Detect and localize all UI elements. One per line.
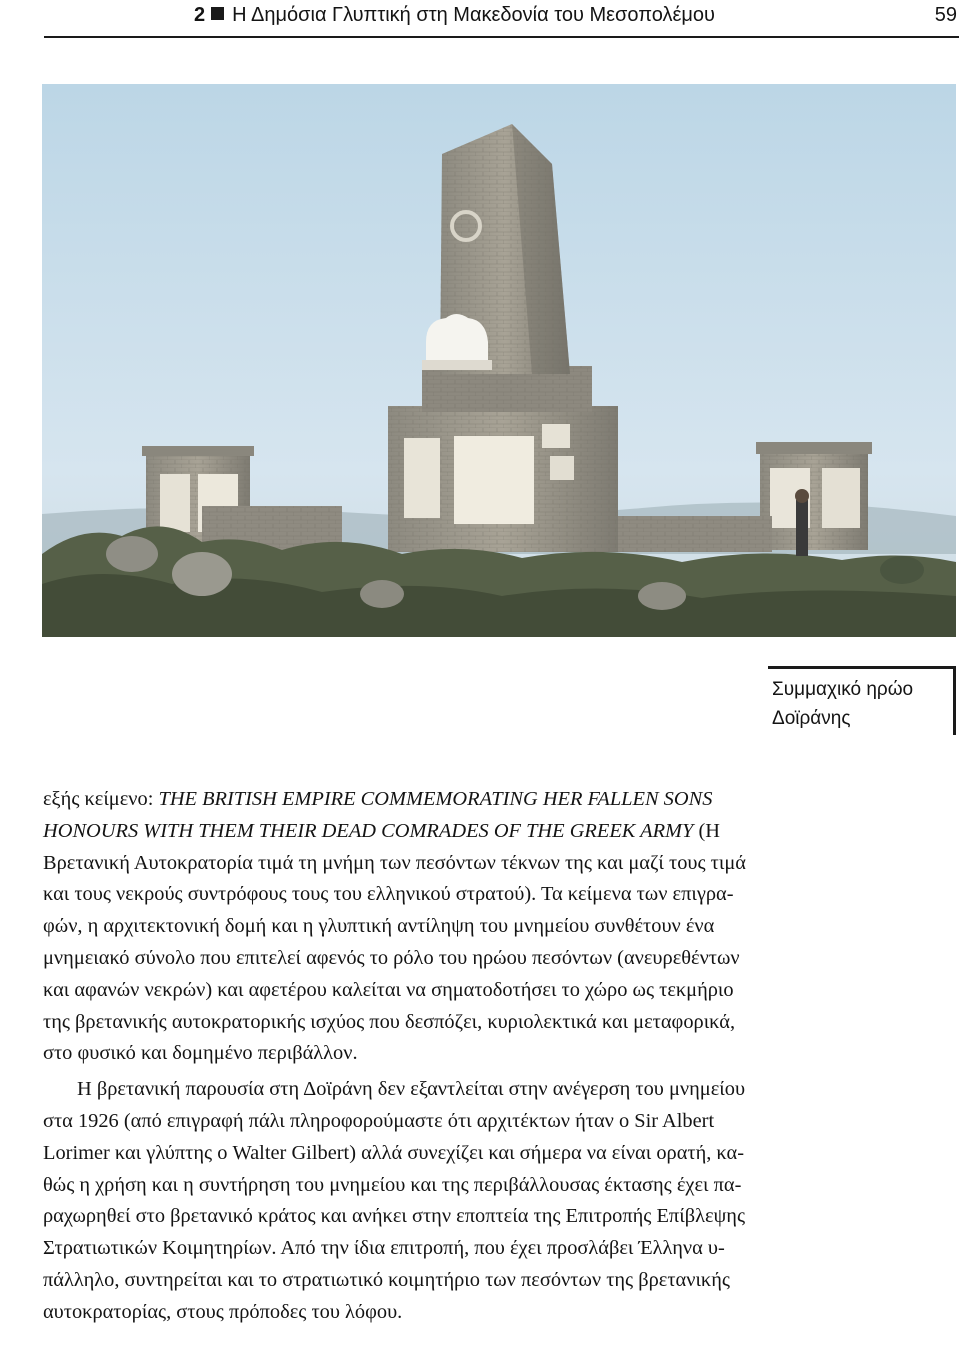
p2-line-2: στα 1926 (από επιγραφή πάλι πληροφορούμαστε ότι αρχιτέκτων ήταν ο Sir Albert	[43, 1109, 715, 1132]
caption-line-2: Δοϊράνης	[772, 708, 851, 729]
body-text	[43, 784, 955, 1329]
p1-line-8: της βρετανικής αυτοκρατορικής ισχύος που δεσπόζει, κυριολεκτικά και μεταφορικά,	[43, 1010, 736, 1033]
p2-line-3: Lorimer και γλύπτης ο Walter Gilbert) αλλά συνεχίζει και σήμερα να είναι ορατή, κα-	[43, 1141, 744, 1164]
page-number: 59	[934, 4, 957, 26]
monument-photo	[42, 84, 956, 637]
p1-line-4: και τους νεκρούς συντρόφους τους του ελληνικού στρατού). Τα κείμενα των επιγρα-	[43, 883, 734, 906]
p2-line-5: ραχωρηθεί στο βρετανικό κράτος και ανήκει στην εποπτεία της Επιτροπής Επίβλεψης	[43, 1205, 746, 1228]
caption-line-1: Συμμαχικό ηρώο	[772, 679, 914, 700]
p1-line-5: φών, η αρχιτεκτονική δομή και η γλυπτική αντίληψη του μνημείου συνθέτουν ένα	[43, 915, 715, 938]
p2-line-4: θώς η χρήση και η συντήρηση του μνημείου και της περιβάλλουσας έκτασης έχει πα-	[43, 1173, 742, 1196]
chapter-title-text: Η Δημόσια Γλυπτική στη Μακεδονία του Μεσοπολέμου	[232, 4, 715, 26]
p1-line-3: Βρετανική Αυτοκρατορία τιμά τη μνήμη των πεσόντων τέκνων της και μαζί τους τιμά	[43, 851, 746, 874]
p1-line-2	[43, 816, 955, 848]
inscription-part-2: HONOURS WITH THEM THEIR DEAD COMRADES OF THE GREEK ARMY	[43, 819, 694, 842]
p2-line-7: πάλληλο, συντηρείται και το στρατιωτικό κοιμητήριο των πεσόντων της βρετανικής	[43, 1268, 730, 1291]
p1-line-6: μνημειακό σύνολο που επιτελεί αφενός το ρόλο του ηρώου πεσόντων (ανευρεθέντων	[43, 946, 740, 969]
paragraph-2	[43, 1074, 955, 1328]
square-bullet-icon	[211, 7, 224, 20]
p1-line-1	[43, 784, 955, 816]
p2-line-6: Στρατιωτικών Κοιμητηρίων. Από την ίδια επιτροπή, που έχει προσλάβει Έλληνα υ-	[43, 1237, 725, 1260]
p1-l1-prefix: εξής κείμενο:	[43, 788, 159, 810]
running-header	[44, 0, 959, 38]
p2-line-8: αυτοκρατορίας, στους πρόποδες του λόφου.	[43, 1300, 403, 1323]
figure-caption	[768, 666, 956, 735]
paragraph-1	[43, 784, 955, 1070]
chapter-number: 2	[194, 4, 206, 26]
inscription-part-1: THE BRITISH EMPIRE COMMEMORATING HER FALLEN SONS	[158, 788, 713, 810]
p1-line-7: και αφανών νεκρών) και αφετέρου καλείται να σηματοδοτήσει το χώρο ως τεκμήριο	[43, 978, 734, 1001]
chapter-title	[194, 0, 715, 30]
p1-l2-suffix: (Η	[693, 819, 720, 842]
p2-line-1: Η βρετανική παρουσία στη Δοϊράνη δεν εξαντλείται στην ανέγερση του μνημείου	[77, 1078, 746, 1101]
p1-line-9: στο φυσικό και δομημένο περιβάλλον.	[43, 1042, 358, 1065]
